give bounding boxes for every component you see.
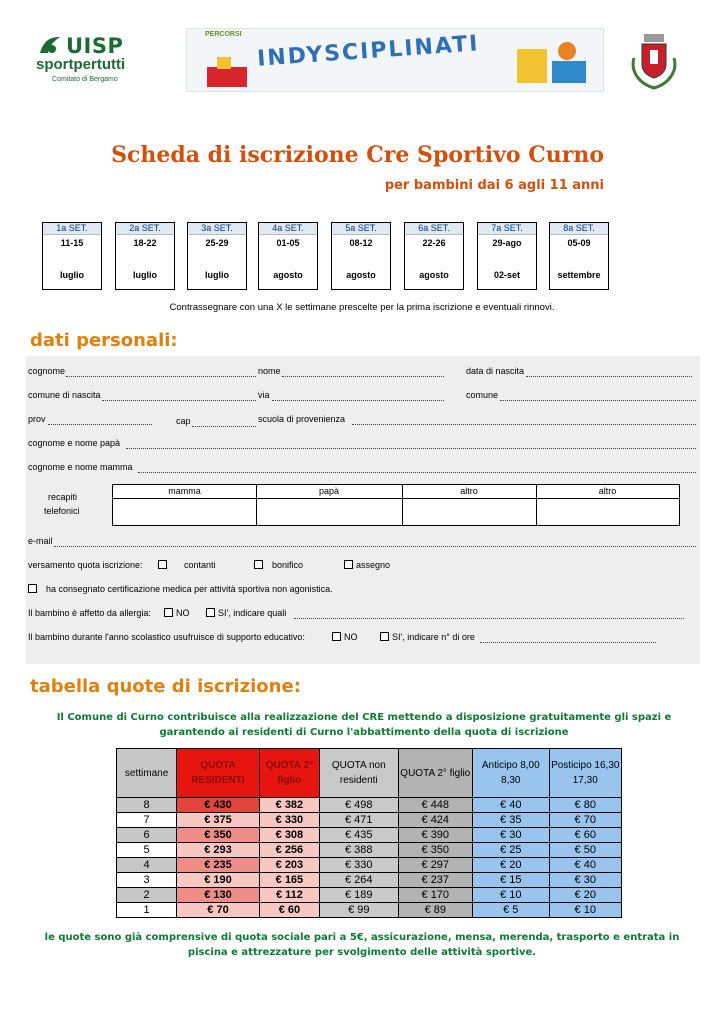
- allergia-field[interactable]: [294, 618, 684, 619]
- week-head: 2a SET.: [116, 223, 174, 235]
- table-cell: € 112: [259, 888, 319, 903]
- table-cell: 2: [117, 888, 177, 903]
- table-cell: € 40: [549, 858, 621, 873]
- week-box[interactable]: [404, 222, 464, 290]
- table-cell: € 20: [473, 858, 550, 873]
- table-cell: € 165: [259, 873, 319, 888]
- table-cell: € 382: [259, 798, 319, 813]
- allergia-no-option[interactable]: [164, 608, 190, 618]
- bonifico-option[interactable]: [254, 560, 303, 570]
- recapiti-label-2: telefonici: [44, 506, 80, 516]
- table-cell: € 330: [259, 813, 319, 828]
- comune-nascita-label: comune di nascita: [28, 390, 101, 400]
- col-quota-2-figlio: QUOTA 2° figlio: [259, 749, 319, 798]
- event-banner: [186, 28, 604, 92]
- table-cell: € 430: [177, 798, 260, 813]
- table-row: [117, 828, 622, 843]
- table-cell: € 60: [549, 828, 621, 843]
- table-cell: € 190: [177, 873, 260, 888]
- table-cell: € 235: [177, 858, 260, 873]
- table-cell: € 99: [320, 903, 399, 918]
- nome-field[interactable]: [282, 376, 444, 377]
- week-head: 6a SET.: [405, 223, 463, 235]
- logo-committee: Comitato di Bergamo: [52, 76, 118, 83]
- table-cell: 1: [117, 903, 177, 918]
- data-nascita-field[interactable]: [526, 376, 692, 377]
- week-dates: 29-ago: [492, 238, 522, 248]
- table-cell: 3: [117, 873, 177, 888]
- certificazione-option[interactable]: [28, 584, 333, 594]
- table-cell: 5: [117, 843, 177, 858]
- table-row: [117, 798, 622, 813]
- checkbox-icon: [164, 608, 173, 617]
- personal-data-form: [26, 356, 700, 664]
- table-cell: 6: [117, 828, 177, 843]
- table-cell: € 30: [549, 873, 621, 888]
- assegno-label: assegno: [356, 560, 391, 570]
- table-row: [117, 843, 622, 858]
- table-cell: € 10: [549, 903, 621, 918]
- table-cell: € 5: [473, 903, 550, 918]
- week-box[interactable]: [258, 222, 318, 290]
- table-cell: € 390: [398, 828, 472, 843]
- table-cell: € 297: [398, 858, 472, 873]
- versamento-label: versamento quota iscrizione:: [28, 560, 143, 570]
- week-box[interactable]: [477, 222, 537, 290]
- checkbox-icon: [380, 632, 389, 641]
- mamma-field[interactable]: [138, 472, 696, 473]
- supporto-si-option[interactable]: [380, 632, 475, 642]
- cognome-field[interactable]: [66, 376, 256, 377]
- week-box[interactable]: [42, 222, 102, 290]
- scuola-field[interactable]: [352, 424, 696, 425]
- cap-label: cap: [176, 416, 191, 426]
- week-month: agosto: [346, 270, 376, 280]
- week-head: 5a SET.: [332, 223, 390, 235]
- table-cell: € 293: [177, 843, 260, 858]
- week-dates: 18-22: [133, 238, 157, 248]
- comune-label: comune: [466, 390, 499, 400]
- table-cell: € 70: [177, 903, 260, 918]
- week-box[interactable]: [331, 222, 391, 290]
- week-head: 3a SET.: [188, 223, 246, 235]
- week-dates: 08-12: [349, 238, 373, 248]
- table-cell: € 25: [473, 843, 550, 858]
- week-box[interactable]: [549, 222, 609, 290]
- certificazione-label: ha consegnato certificazione medica per attività sportiva non agonistica.: [46, 584, 333, 594]
- table-cell: € 435: [320, 828, 399, 843]
- week-box[interactable]: [115, 222, 175, 290]
- personal-data-heading: dati personali:: [30, 330, 178, 351]
- allergia-si-option[interactable]: [206, 608, 286, 618]
- table-cell: € 35: [473, 813, 550, 828]
- supporto-no-option[interactable]: [332, 632, 358, 642]
- email-label: e-mail: [28, 536, 53, 546]
- uisp-logo: [36, 34, 156, 86]
- week-head: 8a SET.: [550, 223, 608, 235]
- col-settimane: settimane: [117, 749, 177, 798]
- cognome-label: cognome: [28, 366, 66, 376]
- checkbox-icon: [332, 632, 341, 641]
- page-subtitle: per bambini dai 6 agli 11 anni: [384, 178, 604, 193]
- table-row: [117, 858, 622, 873]
- table-cell: € 448: [398, 798, 472, 813]
- recapiti-label: recapiti: [48, 492, 78, 502]
- table-cell: € 203: [259, 858, 319, 873]
- table-cell: € 375: [177, 813, 260, 828]
- table-cell: € 70: [549, 813, 621, 828]
- table-cell: € 498: [320, 798, 399, 813]
- week-dates: 01-05: [276, 238, 300, 248]
- checkbox-icon: [158, 560, 167, 569]
- week-month: agosto: [273, 270, 303, 280]
- week-month: settembre: [557, 270, 601, 280]
- prov-label: prov: [28, 414, 46, 424]
- contact-altro-header: altro: [460, 486, 478, 496]
- week-head: 7a SET.: [478, 223, 536, 235]
- week-month: luglio: [133, 270, 157, 280]
- table-cell: € 15: [473, 873, 550, 888]
- week-box[interactable]: [187, 222, 247, 290]
- table-cell: € 388: [320, 843, 399, 858]
- banner-title: INDYSCIPLINATI: [256, 31, 481, 72]
- papa-label: cognome e nome papà: [28, 438, 121, 448]
- week-month: luglio: [60, 270, 84, 280]
- municipal-crest: [628, 30, 680, 90]
- table-cell: € 189: [320, 888, 399, 903]
- contacts-table: [112, 484, 680, 526]
- banner-small-text: PERCORSI: [205, 31, 242, 38]
- table-row: [117, 888, 622, 903]
- col-quota-residenti: QUOTA RESIDENTI: [177, 749, 260, 798]
- table-cell: € 10: [473, 888, 550, 903]
- checkbox-icon: [344, 560, 353, 569]
- table-cell: € 30: [473, 828, 550, 843]
- week-head: 1a SET.: [43, 223, 101, 235]
- supporto-field[interactable]: [480, 642, 656, 643]
- uisp-logo-icon: [38, 35, 62, 55]
- contact-papa-header: papà: [318, 486, 340, 496]
- contanti-option[interactable]: [158, 560, 216, 570]
- table-cell: 4: [117, 858, 177, 873]
- checkbox-icon: [28, 584, 37, 593]
- fees-table-body: [117, 798, 622, 918]
- contanti-label: contanti: [184, 560, 216, 570]
- week-dates: 22-26: [422, 238, 446, 248]
- cap-field[interactable]: [192, 426, 256, 427]
- table-cell: € 130: [177, 888, 260, 903]
- checkbox-icon: [206, 608, 215, 617]
- checkbox-icon: [254, 560, 263, 569]
- week-month: luglio: [205, 270, 229, 280]
- week-dates: 05-09: [567, 238, 591, 248]
- week-dates: 25-29: [205, 238, 229, 248]
- via-label: via: [258, 390, 270, 400]
- supporto-si-label: SI', indicare n° di ore: [392, 632, 475, 642]
- table-cell: € 350: [398, 843, 472, 858]
- contact-altro2-header: altro: [598, 486, 617, 496]
- table-cell: € 308: [259, 828, 319, 843]
- col-anticipo: Anticipo 8,00 8,30: [473, 749, 550, 798]
- table-cell: € 89: [398, 903, 472, 918]
- papa-field[interactable]: [126, 448, 696, 449]
- contact-mamma-header: mamma: [168, 486, 201, 496]
- table-cell: 8: [117, 798, 177, 813]
- table-row: [117, 873, 622, 888]
- week-dates: 11-15: [60, 238, 84, 248]
- weeks-note: Contrassegnare con una X le settimane prescelte per la prima iscrizione e eventuali rinnovi.: [169, 302, 555, 313]
- table-cell: € 256: [259, 843, 319, 858]
- fees-intro: Il Comune di Curno contribuisce alla realizzazione del CRE mettendo a disposizione gratuitamente gli spazi e garantendo ai residenti di Curno l'abbattimento della quota di iscrizione: [56, 712, 672, 738]
- table-cell: € 264: [320, 873, 399, 888]
- scuola-label: scuola di provenienza: [258, 414, 346, 424]
- table-cell: € 40: [473, 798, 550, 813]
- data-nascita-label: data di nascita: [466, 366, 525, 376]
- nome-label: nome: [258, 366, 281, 376]
- allergia-si-label: SI', indicare quali: [218, 608, 287, 618]
- mamma-label: cognome e nome mamma: [28, 462, 133, 472]
- fees-footer: le quote sono già comprensive di quota sociale pari a 5€, assicurazione, mensa, merenda, trasporto e entrata in piscina e attrezzature per svolgimento delle attività sportive.: [44, 932, 680, 958]
- fees-table: [116, 748, 622, 918]
- comune-field[interactable]: [500, 400, 696, 401]
- table-cell: € 350: [177, 828, 260, 843]
- table-cell: 7: [117, 813, 177, 828]
- table-cell: € 330: [320, 858, 399, 873]
- assegno-option[interactable]: [344, 560, 390, 570]
- crest-icon: [628, 30, 680, 90]
- logo-subtitle: sportpertutti: [36, 56, 126, 73]
- supporto-label: Il bambino durante l'anno scolastico usufruisce di supporto educativo:: [28, 632, 305, 642]
- table-cell: € 20: [549, 888, 621, 903]
- page-title: Scheda di iscrizione Cre Sportivo Curno: [111, 142, 604, 168]
- week-month: 02-set: [493, 270, 520, 280]
- allergia-no-label: NO: [176, 608, 190, 618]
- via-field[interactable]: [272, 400, 444, 401]
- week-month: agosto: [419, 270, 449, 280]
- table-row: [117, 903, 622, 918]
- allergia-label: Il bambino è affetto da allergia:: [28, 608, 151, 618]
- col-quota-non-residenti: QUOTA non residenti: [320, 749, 399, 798]
- table-cell: € 424: [398, 813, 472, 828]
- email-field[interactable]: [54, 546, 696, 547]
- table-row: [117, 813, 622, 828]
- col-quota-2-figlio-nr: QUOTA 2° figlio: [398, 749, 472, 798]
- bonifico-label: bonifico: [272, 560, 304, 570]
- logo-word: UISP: [66, 34, 124, 58]
- week-head: 4a SET.: [259, 223, 317, 235]
- fees-heading: tabella quote di iscrizione:: [30, 676, 301, 697]
- col-posticipo: Posticipo 16,30 17,30: [549, 749, 621, 798]
- comune-nascita-field[interactable]: [102, 400, 256, 401]
- table-cell: € 471: [320, 813, 399, 828]
- supporto-no-label: NO: [344, 632, 358, 642]
- prov-field[interactable]: [48, 424, 152, 425]
- table-cell: € 80: [549, 798, 621, 813]
- table-cell: € 60: [259, 903, 319, 918]
- table-cell: € 50: [549, 843, 621, 858]
- table-cell: € 237: [398, 873, 472, 888]
- table-cell: € 170: [398, 888, 472, 903]
